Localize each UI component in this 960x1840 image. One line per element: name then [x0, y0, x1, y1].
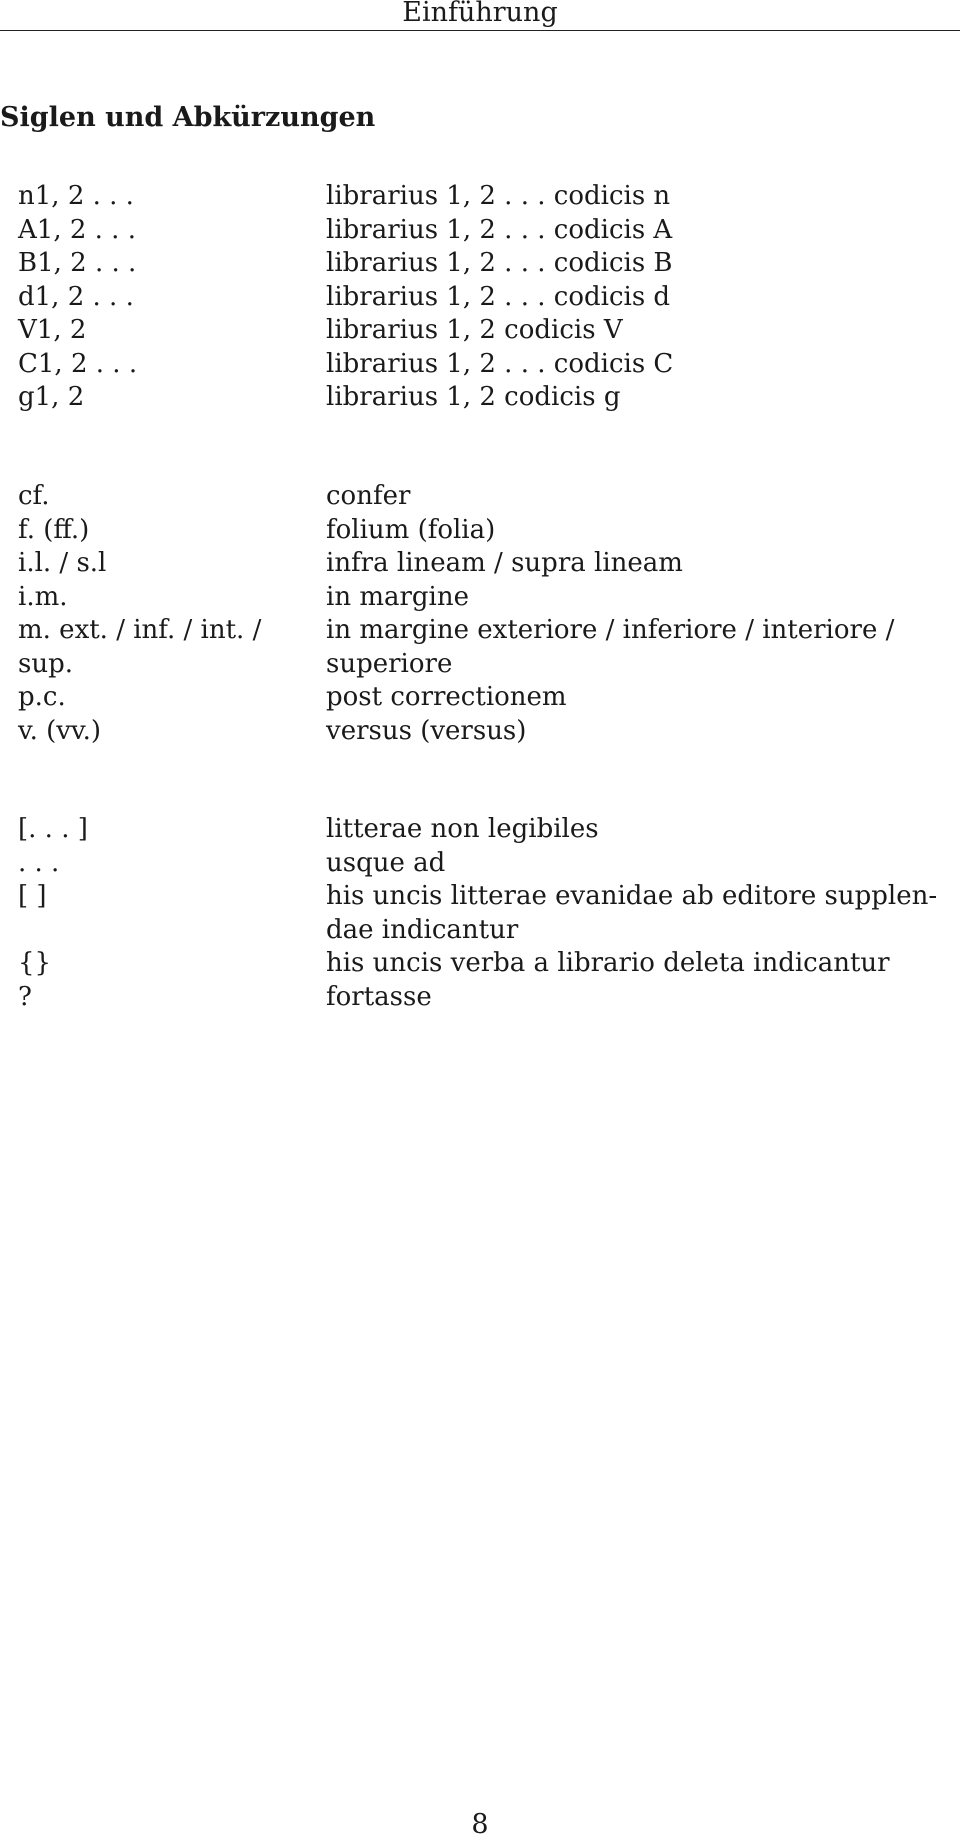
abbr-description: librarius 1, 2 . . . codicis B — [326, 248, 673, 278]
section-title: Siglen und Abkürzungen — [0, 102, 376, 133]
abbr-description: his uncis verba a librario deleta indicantur — [326, 948, 890, 978]
abbr-term: i.m. — [18, 581, 68, 612]
abbr-description: librarius 1, 2 codicis g — [326, 382, 621, 412]
abbr-row — [0, 847, 960, 881]
abbr-description: superiore — [326, 648, 453, 679]
abbr-row — [0, 480, 960, 514]
abbr-term: [ ] — [18, 881, 47, 911]
running-head-title: Einführung — [402, 0, 558, 28]
abbr-description: usque ad — [326, 847, 446, 878]
abbr-description: librarius 1, 2 . . . codicis n — [326, 181, 671, 211]
abbr-description: post correctionem — [326, 682, 567, 712]
abbr-description: fortasse — [326, 981, 432, 1012]
abbr-row — [0, 180, 960, 214]
abbr-row — [0, 813, 960, 847]
abbr-row — [0, 981, 960, 1015]
abbr-description: confer — [326, 481, 411, 511]
abbr-description: librarius 1, 2 . . . codicis A — [326, 214, 673, 245]
abbr-term: v. (vv.) — [18, 715, 101, 746]
abbr-row — [0, 247, 960, 281]
abbr-row — [0, 880, 960, 914]
abbr-term — [0, 914, 326, 948]
abbr-description: his uncis litterae evanidae ab editore supplen- — [326, 881, 938, 911]
abbreviation-list — [0, 480, 960, 748]
abbr-row — [0, 547, 960, 581]
abbr-row — [0, 648, 960, 682]
abbr-row — [0, 348, 960, 382]
abbr-term: n1, 2 . . . — [18, 181, 134, 211]
abbr-term: {} — [18, 948, 52, 978]
abbr-term: . . . — [18, 847, 60, 878]
symbol-list — [0, 813, 960, 1014]
abbr-term: sup. — [18, 648, 73, 679]
abbr-description: in margine exteriore / inferiore / interiore / — [326, 615, 895, 645]
page-number: 8 — [471, 1809, 489, 1840]
abbr-description: dae indicantur — [326, 914, 519, 945]
abbr-row — [0, 381, 960, 415]
abbr-term: V1, 2 — [18, 315, 87, 345]
abbr-row — [0, 581, 960, 615]
abbr-description: librarius 1, 2 codicis V — [326, 315, 623, 345]
abbr-term: g1, 2 — [18, 382, 85, 412]
abbr-row — [0, 281, 960, 315]
abbr-row — [0, 314, 960, 348]
abbr-description: in margine — [326, 581, 469, 612]
abbr-description: folium (folia) — [326, 514, 496, 545]
abbr-term: [. . . ] — [18, 814, 88, 844]
abbr-description: librarius 1, 2 . . . codicis C — [326, 348, 674, 379]
abbr-term: ? — [18, 981, 32, 1012]
abbr-row — [0, 715, 960, 749]
abbr-term: m. ext. / inf. / int. / — [18, 615, 262, 645]
abbr-description: infra lineam / supra lineam — [326, 548, 683, 578]
abbr-description: versus (versus) — [326, 715, 527, 746]
abbr-row — [0, 914, 960, 948]
abbr-row — [0, 514, 960, 548]
abbr-description: librarius 1, 2 . . . codicis d — [326, 281, 671, 312]
abbr-description: litterae non legibiles — [326, 814, 599, 844]
abbr-row — [0, 614, 960, 648]
abbr-term: p.c. — [18, 682, 66, 712]
sigla-list — [0, 180, 960, 415]
abbr-term: C1, 2 . . . — [18, 348, 138, 379]
abbr-term: B1, 2 . . . — [18, 248, 137, 278]
abbr-term: cf. — [18, 481, 50, 511]
abbr-row — [0, 681, 960, 715]
running-head — [0, 0, 960, 31]
abbr-row — [0, 214, 960, 248]
abbr-term: A1, 2 . . . — [18, 214, 136, 245]
abbr-row — [0, 947, 960, 981]
abbr-term: i.l. / s.l — [18, 548, 107, 578]
abbr-term: f. (ff.) — [18, 514, 90, 545]
abbr-term: d1, 2 . . . — [18, 281, 134, 312]
